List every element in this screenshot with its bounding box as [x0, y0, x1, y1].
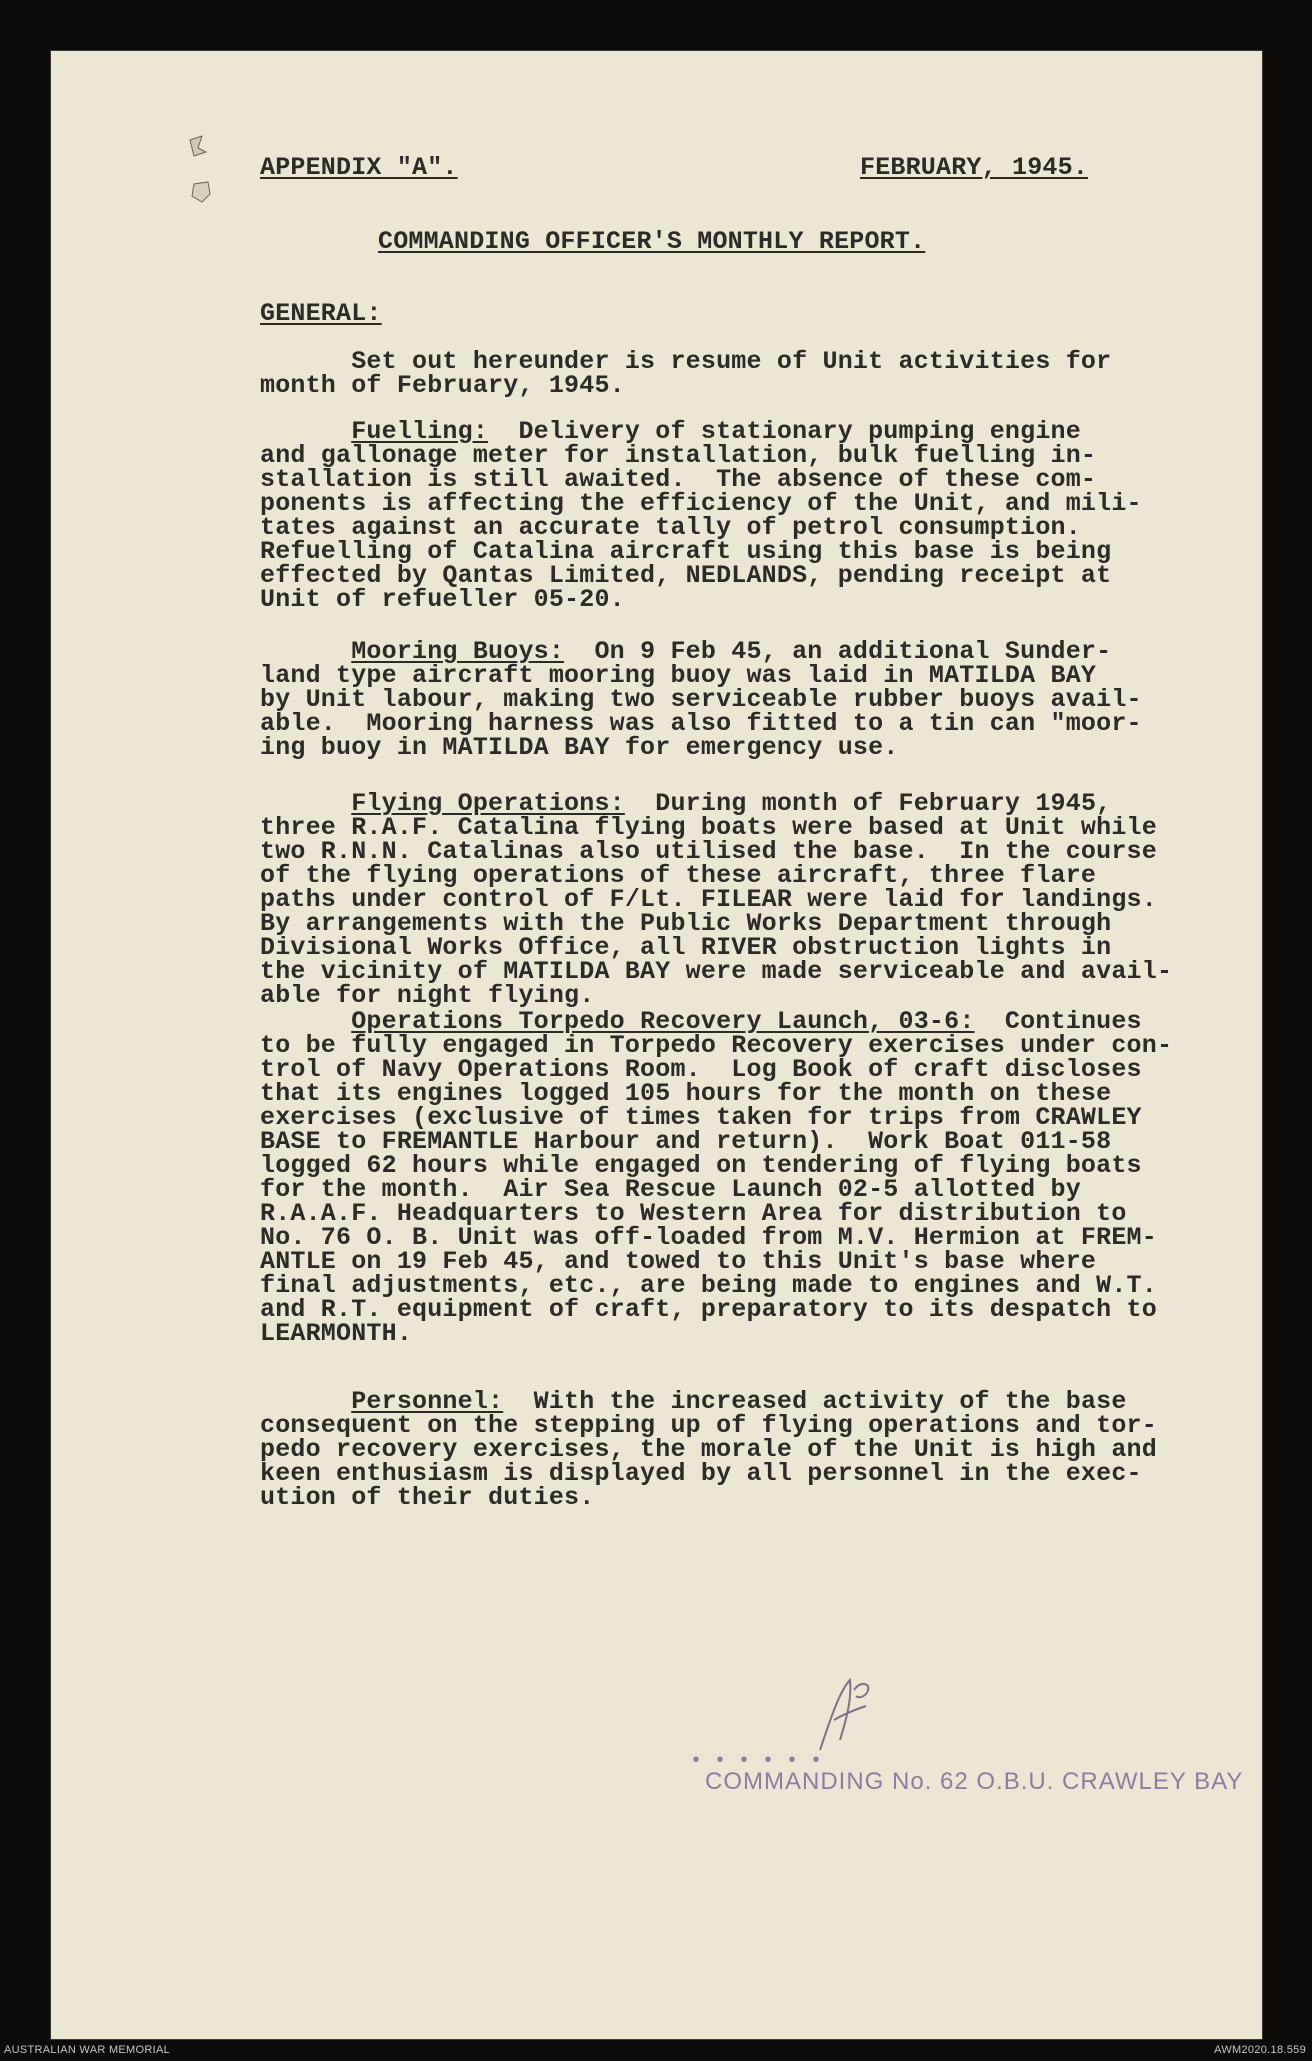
paragraph-line: consequent on the stepping up of flying operations and tor-: [260, 1411, 1157, 1440]
paragraph-line: two R.N.N. Catalinas also utilised the base. In the course: [260, 837, 1157, 866]
paragraph-line: By arrangements with the Public Works Department through: [260, 909, 1112, 938]
paragraph-line: Personnel: With the increased activity of the base: [351, 1387, 1127, 1416]
paragraph-line: trol of Navy Operations Room. Log Book of craft discloses: [260, 1055, 1142, 1084]
appendix-label: APPENDIX "A".: [260, 153, 458, 182]
paragraph-heading: Mooring Buoys:: [351, 637, 565, 666]
paragraph-line: tates against an accurate tally of petrol consumption.: [260, 513, 1081, 542]
paragraph-line: by Unit labour, making two serviceable rubber buoys avail-: [260, 685, 1142, 714]
paragraph-line: Unit of refueller 05-20.: [260, 585, 625, 614]
paragraph-line: Flying Operations: During month of February 1945,: [351, 789, 1112, 818]
paragraph-line: for the month. Air Sea Rescue Launch 02-5 allotted by: [260, 1175, 1081, 1204]
paragraph-line: effected by Qantas Limited, NEDLANDS, pending receipt at: [260, 561, 1112, 590]
paragraph-line: Operations Torpedo Recovery Launch, 03-6: Continues: [351, 1007, 1142, 1036]
report-date: FEBRUARY, 1945.: [860, 153, 1089, 182]
paragraph-line: ANTLE on 19 Feb 45, and towed to this Unit's base where: [260, 1247, 1097, 1276]
stamp-dots: • • • • • •: [690, 1750, 823, 1773]
document-page: [50, 50, 1263, 2040]
paragraph-line: to be fully engaged in Torpedo Recovery exercises under con-: [260, 1031, 1173, 1060]
general-heading: GENERAL:: [260, 299, 382, 328]
paragraph-line: able. Mooring harness was also fitted to a tin can "moor-: [260, 709, 1142, 738]
paragraph-line: BASE to FREMANTLE Harbour and return). Work Boat 011-58: [260, 1127, 1112, 1156]
paragraph-line: Mooring Buoys: On 9 Feb 45, an additional Sunder-: [351, 637, 1112, 666]
report-paragraph: [260, 1387, 1160, 1512]
paragraph-line: stallation is still awaited. The absence of these com-: [260, 465, 1097, 494]
paragraph-line: Divisional Works Office, all RIVER obstruction lights in: [260, 933, 1112, 962]
report-paragraph: [260, 789, 1173, 1010]
footer-accession: AWM2020.18.559: [1214, 2044, 1306, 2056]
paragraph-line: exercises (exclusive of times taken for trips from CRAWLEY: [260, 1103, 1142, 1132]
paragraph-line: and gallonage meter for installation, bulk fuelling in-: [260, 441, 1097, 470]
report-paragraph: [260, 637, 1160, 762]
paragraph-line: able for night flying.: [260, 981, 595, 1010]
paragraph-line: pedo recovery exercises, the morale of the Unit is high and: [260, 1435, 1157, 1464]
paragraph-line: ing buoy in MATILDA BAY for emergency use.: [260, 733, 899, 762]
paragraph-line: month of February, 1945.: [260, 371, 625, 400]
paragraph-line: LEARMONTH.: [260, 1319, 413, 1348]
footer-source: AUSTRALIAN WAR MEMORIAL: [4, 2044, 171, 2056]
paragraph-heading: Fuelling:: [351, 417, 489, 446]
paragraph-heading: Operations Torpedo Recovery Launch, 03-6:: [351, 1007, 975, 1036]
paragraph-line: Set out hereunder is resume of Unit activities for: [260, 347, 1112, 376]
paragraph-line: ponents is affecting the efficiency of the Unit, and mili-: [260, 489, 1142, 518]
paragraph-line: logged 62 hours while engaged on tendering of flying boats: [260, 1151, 1142, 1180]
paragraph-line: R.A.A.F. Headquarters to Western Area for distribution to: [260, 1199, 1127, 1228]
paragraph-line: three R.A.F. Catalina flying boats were based at Unit while: [260, 813, 1157, 842]
paragraph-line: Fuelling: Delivery of stationary pumping engine: [351, 417, 1081, 446]
report-title: COMMANDING OFFICER'S MONTHLY REPORT.: [378, 227, 926, 256]
paragraph-line: No. 76 O. B. Unit was off-loaded from M.V. Hermion at FREM-: [260, 1223, 1157, 1252]
paragraph-line: that its engines logged 105 hours for the month on these: [260, 1079, 1112, 1108]
paragraph-line: Refuelling of Catalina aircraft using this base is being: [260, 537, 1112, 566]
report-paragraph: [260, 347, 1160, 400]
report-paragraph: [260, 1007, 1173, 1348]
paragraph-line: and R.T. equipment of craft, preparatory to its despatch to: [260, 1295, 1157, 1324]
signature-icon: [810, 1670, 880, 1760]
paragraph-line: final adjustments, etc., are being made to engines and W.T.: [260, 1271, 1157, 1300]
unit-stamp: COMMANDING No. 62 O.B.U. CRAWLEY BAY: [705, 1768, 1244, 1795]
paragraph-heading: Personnel:: [351, 1387, 504, 1416]
torn-hole-icon: [180, 132, 228, 212]
paragraph-heading: Flying Operations:: [351, 789, 625, 818]
paragraph-line: ution of their duties.: [260, 1483, 595, 1512]
report-paragraph: [260, 417, 1160, 614]
paragraph-line: keen enthusiasm is displayed by all personnel in the exec-: [260, 1459, 1142, 1488]
paragraph-line: paths under control of F/Lt. FILEAR were laid for landings.: [260, 885, 1157, 914]
paragraph-line: the vicinity of MATILDA BAY were made serviceable and avail-: [260, 957, 1173, 986]
paragraph-line: land type aircraft mooring buoy was laid in MATILDA BAY: [260, 661, 1097, 690]
paragraph-line: of the flying operations of these aircraft, three flare: [260, 861, 1097, 890]
